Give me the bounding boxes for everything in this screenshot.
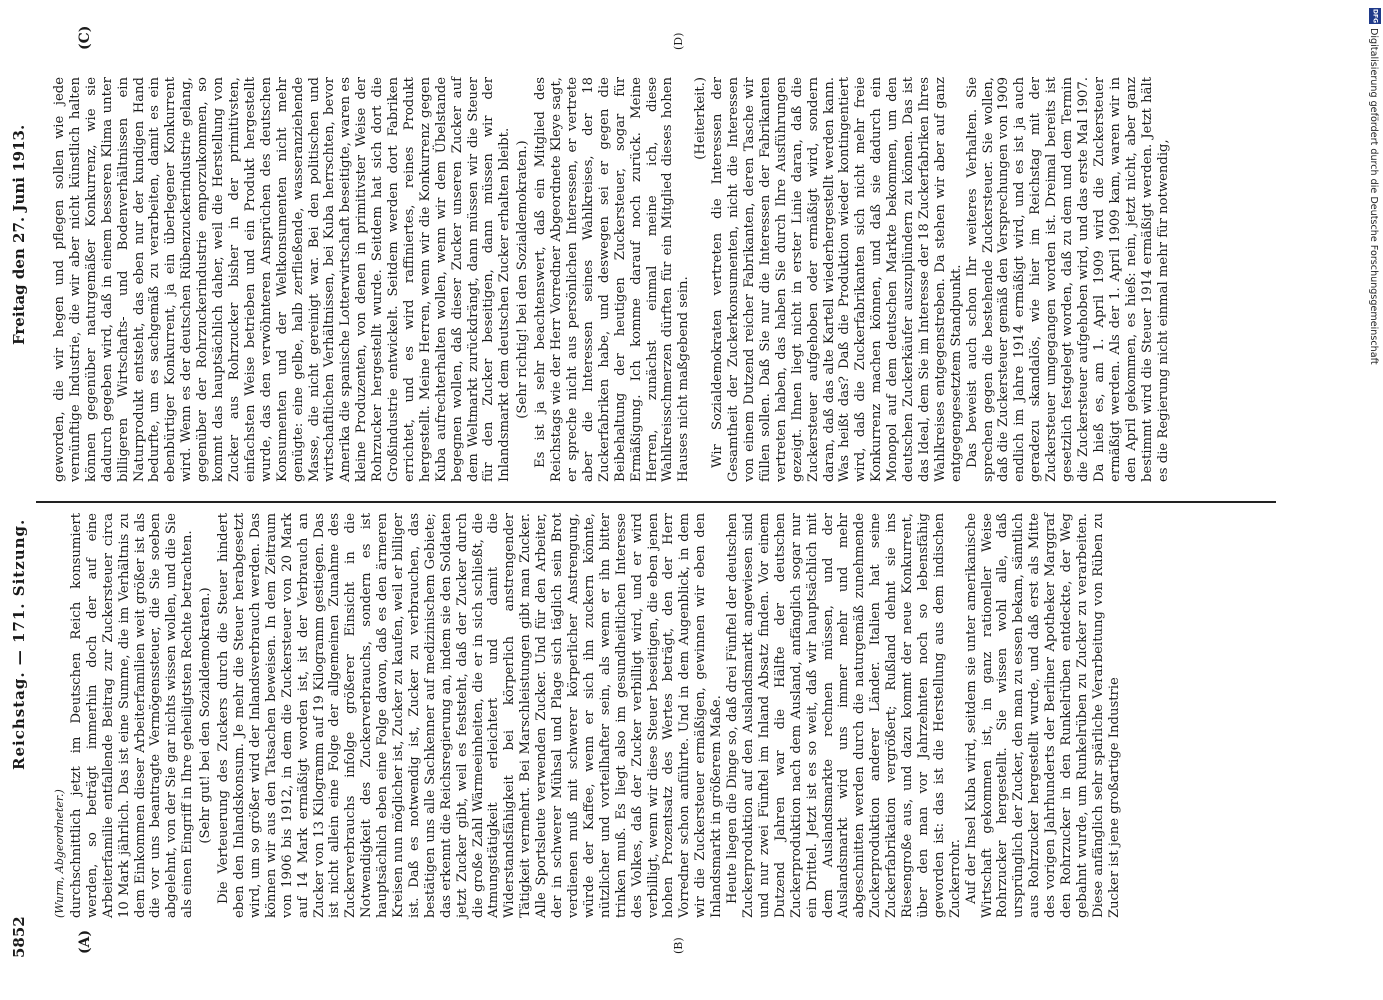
dfg-credit	[1367, 8, 1383, 998]
paragraph: durchschnittlich jetzt im Deutschen Reich konsumiert werden, so beträgt immerhin doch der auf eine Arbeiterfamilie entfallende Beitrag zur Zuckersteuer circa 10 Mark jährlich. Das ist eine Summe, die im Verhältnis zu dem Einkommen dieser Arbeiterfamilien weit größer ist als die vor uns beantragte Vermögenssteuer, die Sie soeben abgelehnt, von der Sie gar nichts wissen wollen, und die Sie als einen Eingriff in Ihre geheiligtsten Rechte betrachten.	[68, 513, 196, 918]
page-header	[0, 0, 50, 1000]
margin-marker-c: (C)	[77, 25, 93, 50]
margin-marker-a: (A)	[77, 929, 93, 954]
right-column	[52, 77, 1171, 482]
paragraph: geworden, die wir hegen und pflegen sollen wie jede vernünftige Industrie, die wir aber nicht künstlich halten können gegenüber naturgemäßer Konkurrenz, wie sie dadurch gegeben wird, daß in einem besseren Klima unter billigeren Wirtschafts- und Bodenverhältnissen ein Naturprodukt entsteht, das eben nur der kundigen Hand bedurfte, um es sachgemäß zu verarbeiten, damit es ein ebenbürtiger Konkurrent, ja ein überlegener Konkurrent wird. Wenn es der deutschen Rübenzuckerindustrie gelang, gegenüber der Rohrzuckerindustrie emporzukommen, so kommt das hauptsächlich daher, weil die Herstellung von Zucker aus Rohrzucker bisher in der primitivsten, einfachsten Weise betrieben und ein Produkt hergestellt wurde, das den verwöhnteren Ansprüchen des deutschen Konsumenten und der Weltkonsumenten nicht mehr genügte: eine gelbe, halb zerfließende, wasseranziehende Masse, die nicht gereinigt war. Bei den politischen und wirtschaftlichen Verhältnissen, bei Kuba herrschten, bevor Amerika die spanische Lotterwirtschaft beseitigte, waren es kleine Produzenten, von denen in primitivster Weise der Rohrzucker hergestellt wurde. Seitdem hat sich dort die Großindustrie entwickelt. Seitdem werden dort Fabriken errichtet, und es wird raffiniertes, reines Produkt hergestellt. Meine Herren, wenn wir die Konkurrenz gegen Kuba aufrechterhalten wollen, wenn wir dem Übelstande begegnen wollen, daß dieser Zucker unseren Zucker auf dem Weltmarkt zurückdrängt, dann müssen wir die Steuer für den Zucker beseitigen, dann müssen wir der Inlandsmarkt dem deutschen Zucker erhalten bleibt.	[52, 77, 513, 482]
dfg-logo: DFG	[1369, 8, 1381, 24]
margin-marker-d: (D)	[672, 32, 685, 50]
running-head: Reichstag. — 171. Sitzung.	[10, 518, 28, 770]
dfg-credit-text: Digitalisierung gefördert durch die Deutsche Forschungsgemeinschaft	[1368, 28, 1379, 365]
speaker-name: (Wurm, Abgeordneter.)	[53, 789, 66, 918]
paragraph: Das beweist auch schon Ihr weiteres Verhalten. Sie sprechen gegen die bestehende Zuckersteuer. Sie wollen, daß die Zuckersteuer gemäß den Versprechungen von 1909 endlich im Jahre 1914 ermäßigt wird, und es ist ja auch geradezu skandalös, wie hier im Reichstag mit der Zuckersteuer umgegangen worden ist. Dreimal bereits ist gesetzlich festgelegt worden, daß zu dem und dem Termin die Zuckersteuer aufgehoben wird, und das erste Mal 1907. Da hieß es, am 1. April 1909 wird die Zuckersteuer ermäßigt werden. Als der 1. April 1909 kam, waren wir in den April gekommen, es hieß: nein, jetzt nicht, aber ganz bestimmt wird die Steuer 1914 ermäßigt werden. Jetzt hält es die Regierung nicht einmal mehr für notwendig,	[964, 77, 1171, 482]
column-rule	[36, 501, 1276, 503]
margin-marker-b: (B)	[672, 937, 685, 954]
paragraph: Heute liegen die Dinge so, daß drei Fünftel der deutschen Zuckerproduktion auf den Auslandsmarkt angewiesen sind und nur zwei Fünftel im Inland Absatz finden. Vor einem Dutzend Jahren war die Hälfte der deutschen Zuckerproduktion nach dem Ausland, anfänglich sogar nur ein Drittel. Jetzt ist es so weit, daß wir hauptsächlich mit dem Auslandsmarkte rechnen müssen, und der Auslandsmarkt wird uns immer mehr und mehr abgeschnitten werden durch die naturgemäß zunehmende Zuckerproduktion anderer Länder. Italien hat seine Zuckerfabrikation vergrößert; Rußland dehnt sie ins Riesengroße aus, und dazu kommt der neue Konkurrent, über den man vor Jahrzehnten noch so lebensfähig geworden ist: das ist die Herstellung aus dem indischen Zuckerrohr.	[725, 513, 963, 918]
paragraph: Auf der Insel Kuba wird, seitdem sie unter amerikanische Wirtschaft gekommen ist, in ganz rationeller Weise Rohrzucker hergestellt. Sie wissen wohl alle, daß ursprünglich der Zucker, den man zu essen bekam, sämtlich aus Rohrzucker hergestellt wurde, und daß erst als Mitte des vorigen Jahrhunderts der Berliner Apotheker Marggraf den Rohrzucker in den Runkelrüben entdeckte, der Weg gebahnt wurde, um Runkelrüben zu Zucker zu verarbeiten. Diese anfänglich sehr spärliche Verarbeitung von Rüben zu Zucker ist jene großartige Industrie	[963, 513, 1122, 918]
page-number: 5852	[10, 916, 28, 958]
interjection: (Sehr gut! bei den Sozialdemokraten.)	[198, 587, 214, 844]
paragraph: Wir Sozialdemokraten vertreten die Interessen der Gesamtheit der Zuckerkonsumenten, nicht die Interessen von einem Dutzend reicher Fabrikanten, deren Tasche wir füllen sollen. Daß Sie nur die Interessen der Fabrikanten vertreten haben, das haben Sie durch Ihre Ausführungen gezeigt. Ihnen liegt nicht in erster Linie daran, daß die Zuckersteuer aufgehoben oder ermäßigt wird, sondern daran, daß das alte Kartell wiederhergestellt werden kann. Was heißt das? Daß die Produktion wieder kontingentiert wird, daß die Zuckerfabrikanten sich nicht mehr freie Konkurrenz machen können, und daß sie dadurch ein Monopol auf dem deutschen Markte bekommen, um den deutschen Zuckerkäufer auszuplündern zu können. Das ist das Ideal, dem Sie im Interesse der 18 Zuckerfabriken Ihres Wahlkreises entgegenstreben. Da stehen wir aber auf ganz entgegengesetztem Standpunkt.	[710, 77, 964, 482]
paragraph: Die Verteuerung des Zuckers durch die Steuer hindert eben den Inlandskonsum. Je mehr die Steuer herabgesetzt wird, um so größer wird der Inlandsverbrauch werden. Das können wir aus den Tatsachen beweisen. In dem Zeitraum von 1906 bis 1912, in dem die Zuckersteuer von 20 Mark auf 14 Mark ermäßigt worden ist, ist der Verbrauch an Zucker von 13 Kilogramm auf 19 Kilogramm gestiegen. Das ist nicht allein eine Folge der allgemeinen Zunahme des Zuckerverbrauchs infolge größerer Einsicht in die Notwendigkeit des Zuckerverbrauchs, sondern es ist hauptsächlich eben eine Folge davon, daß es den ärmeren Kreisen nun möglicher ist, Zucker zu kaufen, weil er billiger ist. Daß es notwendig ist, Zucker zu verbrauchen, das bestätigen uns alle Sachkenner auf medizinischem Gebiete; das erkennt die Reichsregierung an, indem sie den Soldaten jetzt Zucker gibt, weil es feststeht, daß der Zucker durch die große Zahl Wärmeeinheiten, die er in sich schließt, die Atmungstätigkeit erleichtert und damit die Widerstandsfähigkeit bei körperlich anstrengender Tätigkeit vermehrt. Bei Marschleistungen gibt man Zucker. Alle Sportsleute verwenden Zucker. Und für den Arbeiter, der in schwerer Mühsal und Plage sich täglich sein Brot verdienen muß mit schwerer körperlicher Anstrengung, würde der Kaffee, wenn er sich ihn zuckern könnte, nützlicher und vorteilhafter sein, als wenn er ihn bitter trinken muß. Es liegt also im gesundheitlichen Interesse des Volkes, daß der Zucker verbilligt wird, und er wird verbilligt, wenn wir diese Steuer beseitigen, die eben jenen hohen Prozentsatz des Wertes beträgt, den der Herr Vorredner schon anführte. Und in dem Augenblick, in dem wir die Zuckersteuer ermäßigen, gewinnen wir eben den Inlandsmarkt in größerem Maße.	[216, 513, 725, 918]
left-column	[52, 513, 1123, 918]
paragraph: Es ist ja sehr beachtenswert, daß ein Mitglied des Reichstags wie der Herr Vorredner Abgeordnete Kleye sagt, er spreche nicht aus persönlichen Interessen, er vertrete aber die Interessen seines Wahlkreises, der 18 Zuckerfabriken habe, und deswegen sei er gegen die Beibehaltung der heutigen Zuckersteuer, sogar für Ermäßigung. Ich komme darauf noch zurück. Meine Herren, zunächst einmal meine ich, diese Wahlkreisschmerzen dürften für ein Mitglied dieses hohen Hauses nicht maßgebend sein.	[533, 77, 692, 482]
interjection: (Heiterkeit.)	[693, 77, 709, 160]
interjection: (Sehr richtig! bei den Sozialdemokraten.)	[515, 140, 531, 419]
date-head: Freitag den 27. Juni 1913.	[10, 124, 28, 345]
